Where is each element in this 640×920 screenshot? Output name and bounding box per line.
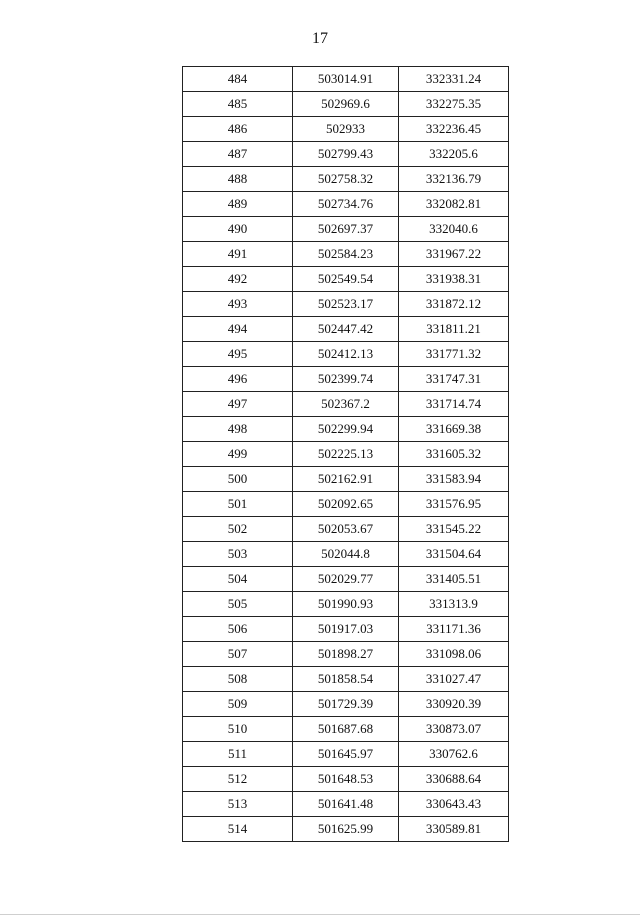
point-number-cell: 485: [183, 92, 293, 117]
coordinates-table: [182, 66, 509, 842]
x-coordinate-cell: 501641.48: [293, 792, 399, 817]
x-coordinate-cell: 502299.94: [293, 417, 399, 442]
table-row: [183, 67, 509, 92]
point-number-cell: 502: [183, 517, 293, 542]
point-number-cell: 510: [183, 717, 293, 742]
point-number-cell: 513: [183, 792, 293, 817]
table-row: [183, 442, 509, 467]
y-coordinate-cell: 331967.22: [399, 242, 509, 267]
table-row: [183, 92, 509, 117]
x-coordinate-cell: 501917.03: [293, 617, 399, 642]
point-number-cell: 487: [183, 142, 293, 167]
x-coordinate-cell: 501898.27: [293, 642, 399, 667]
y-coordinate-cell: 331171.36: [399, 617, 509, 642]
x-coordinate-cell: 502549.54: [293, 267, 399, 292]
y-coordinate-cell: 332275.35: [399, 92, 509, 117]
x-coordinate-cell: 502225.13: [293, 442, 399, 467]
x-coordinate-cell: 503014.91: [293, 67, 399, 92]
y-coordinate-cell: 330688.64: [399, 767, 509, 792]
table-row: [183, 167, 509, 192]
y-coordinate-cell: 330873.07: [399, 717, 509, 742]
point-number-cell: 495: [183, 342, 293, 367]
table-row: [183, 242, 509, 267]
x-coordinate-cell: 502697.37: [293, 217, 399, 242]
coordinates-table-body: [183, 67, 509, 842]
table-row: [183, 367, 509, 392]
x-coordinate-cell: 501990.93: [293, 592, 399, 617]
y-coordinate-cell: 331098.06: [399, 642, 509, 667]
table-row: [183, 667, 509, 692]
table-row: [183, 642, 509, 667]
point-number-cell: 486: [183, 117, 293, 142]
table-row: [183, 317, 509, 342]
point-number-cell: 511: [183, 742, 293, 767]
x-coordinate-cell: 502399.74: [293, 367, 399, 392]
point-number-cell: 490: [183, 217, 293, 242]
y-coordinate-cell: 331811.21: [399, 317, 509, 342]
table-row: [183, 392, 509, 417]
point-number-cell: 488: [183, 167, 293, 192]
table-row: [183, 467, 509, 492]
x-coordinate-cell: 502029.77: [293, 567, 399, 592]
table-row: [183, 142, 509, 167]
point-number-cell: 498: [183, 417, 293, 442]
y-coordinate-cell: 331669.38: [399, 417, 509, 442]
table-row: [183, 117, 509, 142]
point-number-cell: 508: [183, 667, 293, 692]
x-coordinate-cell: 501858.54: [293, 667, 399, 692]
x-coordinate-cell: 502584.23: [293, 242, 399, 267]
point-number-cell: 504: [183, 567, 293, 592]
x-coordinate-cell: 501645.97: [293, 742, 399, 767]
y-coordinate-cell: 331747.31: [399, 367, 509, 392]
table-row: [183, 192, 509, 217]
point-number-cell: 493: [183, 292, 293, 317]
x-coordinate-cell: 501648.53: [293, 767, 399, 792]
point-number-cell: 494: [183, 317, 293, 342]
point-number-cell: 484: [183, 67, 293, 92]
y-coordinate-cell: 330643.43: [399, 792, 509, 817]
table-row: [183, 817, 509, 842]
point-number-cell: 503: [183, 542, 293, 567]
table-row: [183, 742, 509, 767]
point-number-cell: 492: [183, 267, 293, 292]
point-number-cell: 497: [183, 392, 293, 417]
table-row: [183, 617, 509, 642]
y-coordinate-cell: 331771.32: [399, 342, 509, 367]
table-row: [183, 692, 509, 717]
y-coordinate-cell: 331545.22: [399, 517, 509, 542]
point-number-cell: 505: [183, 592, 293, 617]
table-row: [183, 217, 509, 242]
x-coordinate-cell: 502969.6: [293, 92, 399, 117]
x-coordinate-cell: 502044.8: [293, 542, 399, 567]
x-coordinate-cell: 502799.43: [293, 142, 399, 167]
y-coordinate-cell: 330762.6: [399, 742, 509, 767]
y-coordinate-cell: 332331.24: [399, 67, 509, 92]
x-coordinate-cell: 501729.39: [293, 692, 399, 717]
point-number-cell: 512: [183, 767, 293, 792]
x-coordinate-cell: 502412.13: [293, 342, 399, 367]
y-coordinate-cell: 332136.79: [399, 167, 509, 192]
y-coordinate-cell: 331872.12: [399, 292, 509, 317]
x-coordinate-cell: 502758.32: [293, 167, 399, 192]
table-row: [183, 542, 509, 567]
table-row: [183, 717, 509, 742]
y-coordinate-cell: 330589.81: [399, 817, 509, 842]
table-row: [183, 567, 509, 592]
y-coordinate-cell: 332040.6: [399, 217, 509, 242]
x-coordinate-cell: 502367.2: [293, 392, 399, 417]
table-row: [183, 592, 509, 617]
x-coordinate-cell: 501625.99: [293, 817, 399, 842]
x-coordinate-cell: 501687.68: [293, 717, 399, 742]
y-coordinate-cell: 331605.32: [399, 442, 509, 467]
point-number-cell: 514: [183, 817, 293, 842]
y-coordinate-cell: 331714.74: [399, 392, 509, 417]
page-number: 17: [312, 30, 328, 47]
table-row: [183, 417, 509, 442]
table-row: [183, 792, 509, 817]
point-number-cell: 491: [183, 242, 293, 267]
x-coordinate-cell: 502523.17: [293, 292, 399, 317]
table-row: [183, 492, 509, 517]
y-coordinate-cell: 331405.51: [399, 567, 509, 592]
table-row: [183, 342, 509, 367]
x-coordinate-cell: 502734.76: [293, 192, 399, 217]
point-number-cell: 496: [183, 367, 293, 392]
x-coordinate-cell: 502933: [293, 117, 399, 142]
y-coordinate-cell: 332205.6: [399, 142, 509, 167]
y-coordinate-cell: 330920.39: [399, 692, 509, 717]
point-number-cell: 489: [183, 192, 293, 217]
point-number-cell: 506: [183, 617, 293, 642]
y-coordinate-cell: 331504.64: [399, 542, 509, 567]
table-row: [183, 767, 509, 792]
y-coordinate-cell: 332082.81: [399, 192, 509, 217]
table-row: [183, 267, 509, 292]
y-coordinate-cell: 331583.94: [399, 467, 509, 492]
point-number-cell: 499: [183, 442, 293, 467]
y-coordinate-cell: 331027.47: [399, 667, 509, 692]
y-coordinate-cell: 331576.95: [399, 492, 509, 517]
x-coordinate-cell: 502092.65: [293, 492, 399, 517]
y-coordinate-cell: 332236.45: [399, 117, 509, 142]
table-row: [183, 292, 509, 317]
table-row: [183, 517, 509, 542]
point-number-cell: 500: [183, 467, 293, 492]
point-number-cell: 507: [183, 642, 293, 667]
page-bottom-edge: [0, 914, 640, 915]
x-coordinate-cell: 502447.42: [293, 317, 399, 342]
x-coordinate-cell: 502162.91: [293, 467, 399, 492]
y-coordinate-cell: 331938.31: [399, 267, 509, 292]
point-number-cell: 501: [183, 492, 293, 517]
point-number-cell: 509: [183, 692, 293, 717]
y-coordinate-cell: 331313.9: [399, 592, 509, 617]
x-coordinate-cell: 502053.67: [293, 517, 399, 542]
